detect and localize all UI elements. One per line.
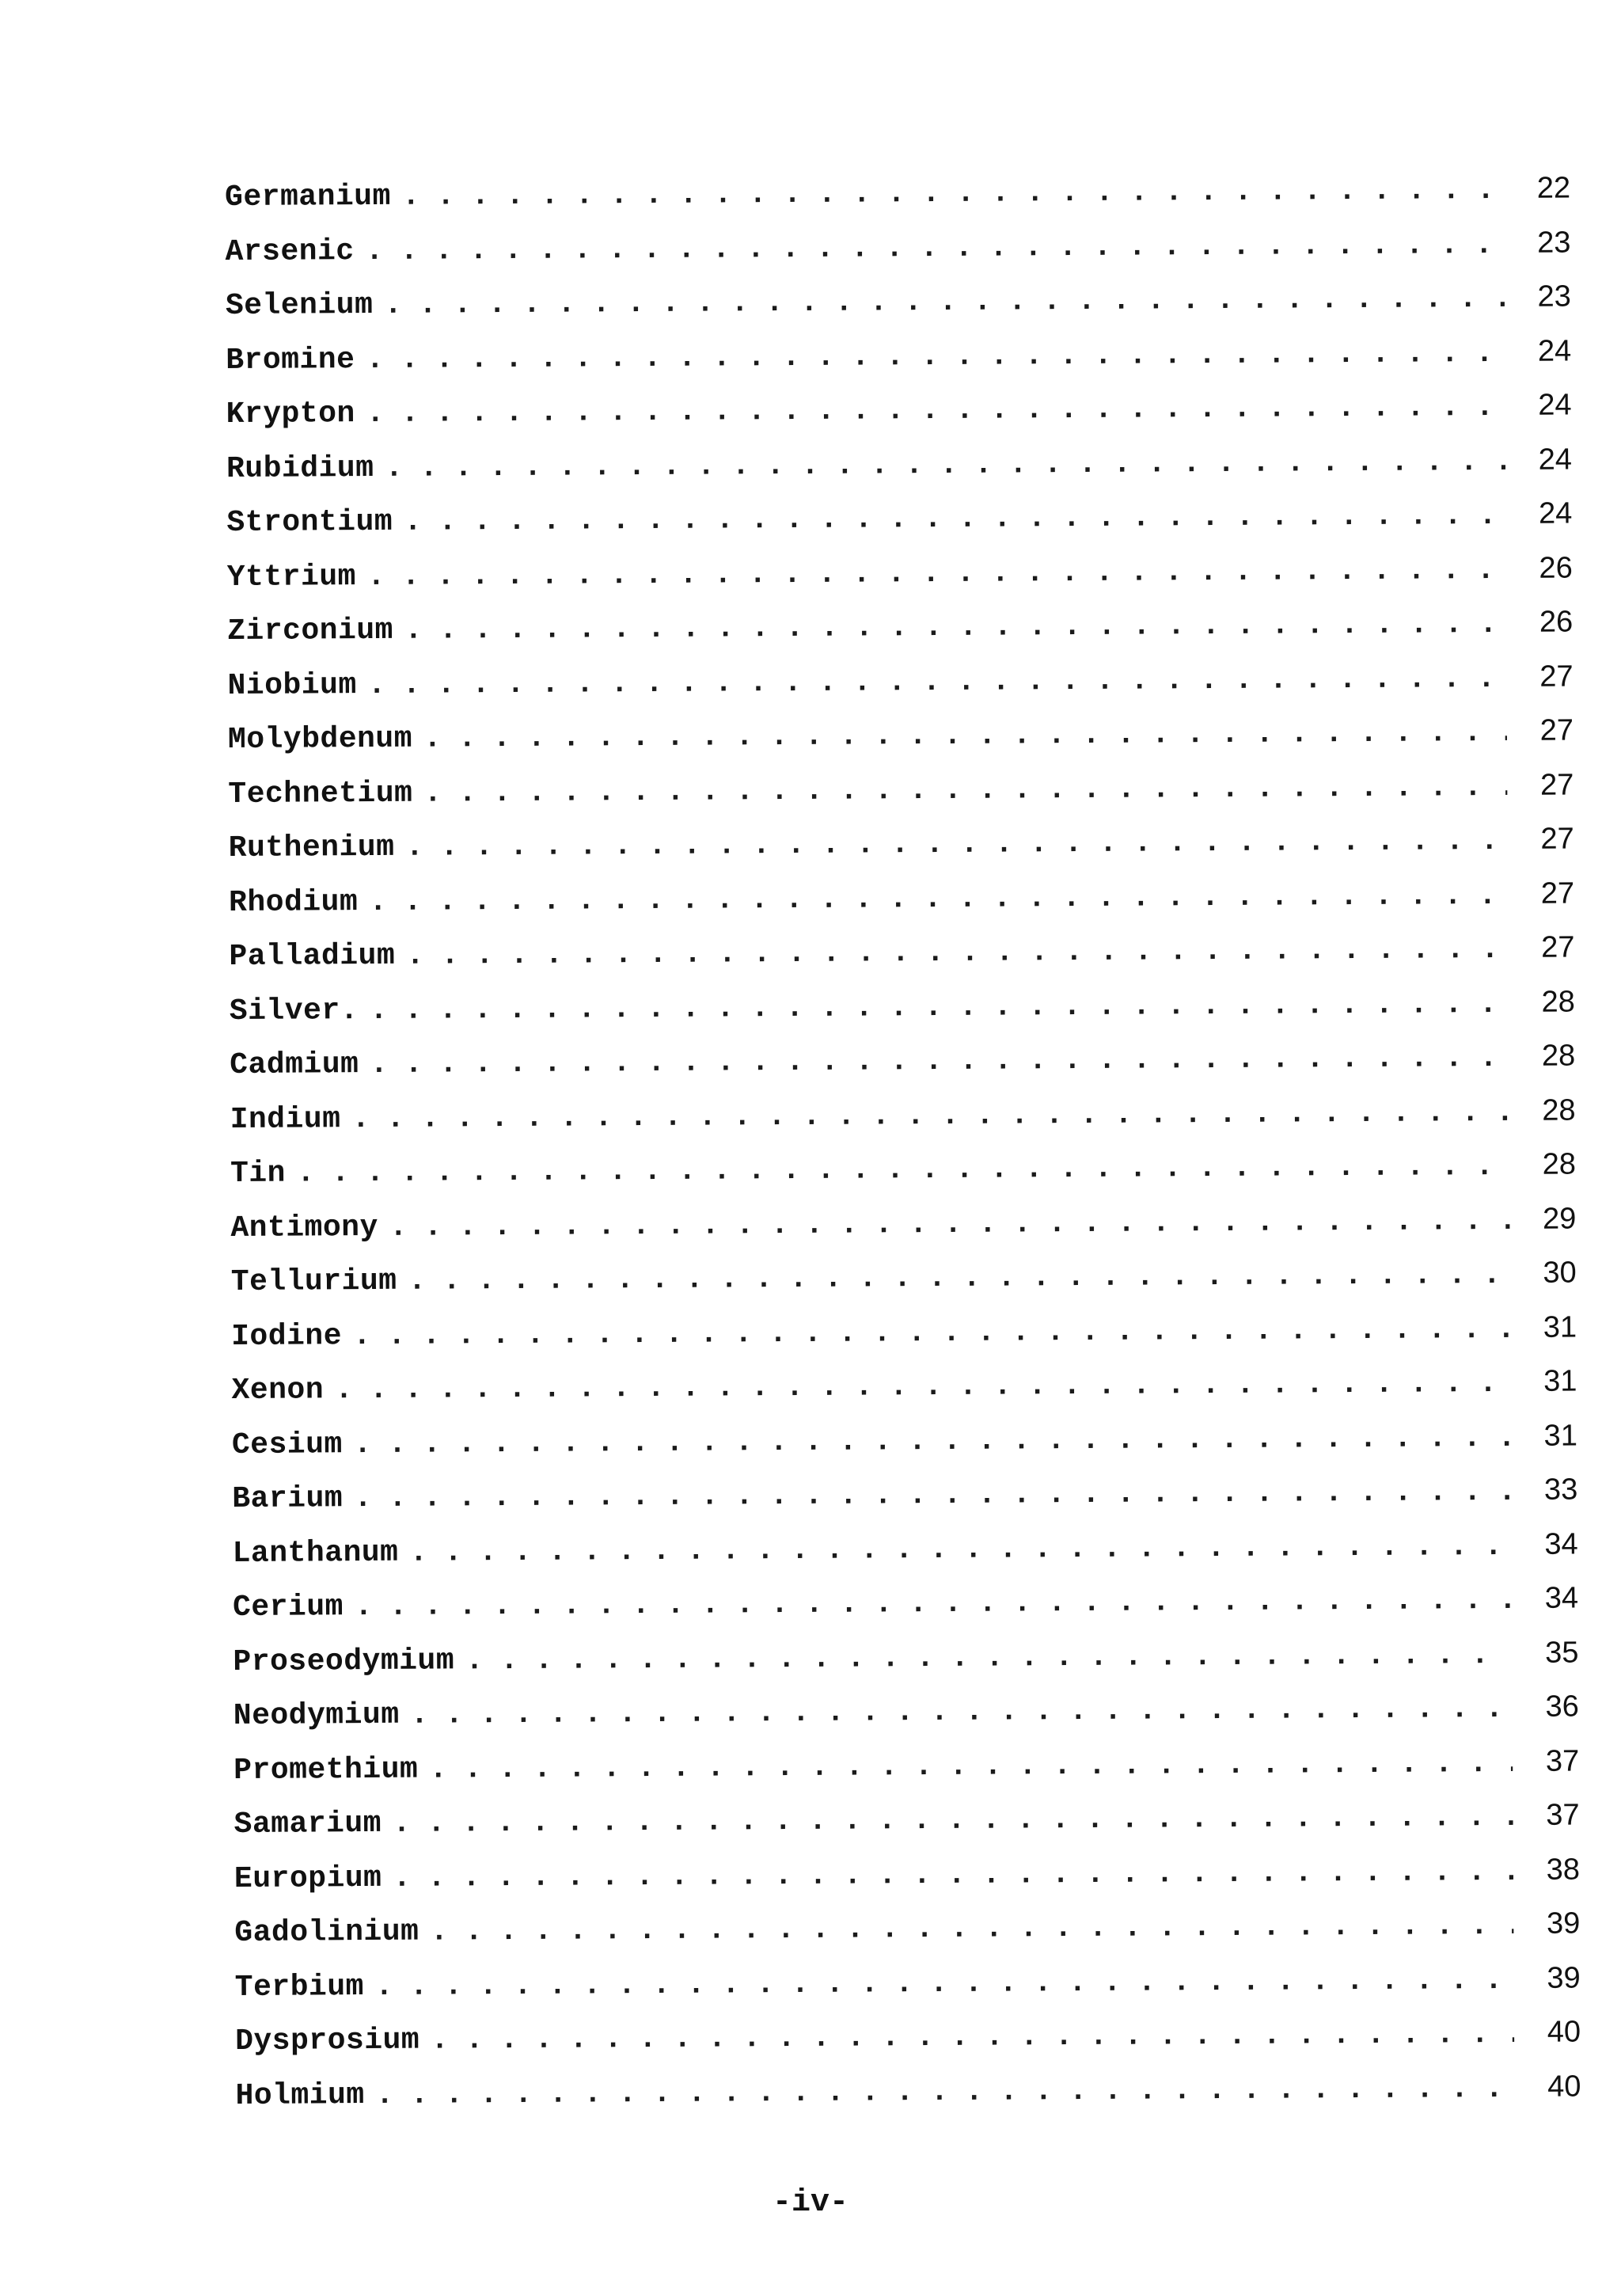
- dot-leader: [370, 1041, 1509, 1081]
- toc-entry-page-number: 34: [1544, 1526, 1578, 1561]
- toc-entry: [227, 551, 1573, 613]
- dot-leader: [431, 2017, 1514, 2058]
- toc-entry-title: Cerium: [232, 1590, 344, 1625]
- dot-leader: [370, 986, 1509, 1027]
- toc-entry-title: Rhodium: [228, 884, 359, 920]
- toc-entry: [234, 1906, 1580, 1968]
- toc-entry: [230, 985, 1575, 1047]
- toc-entry-title: Zirconium: [227, 613, 394, 648]
- toc-entry: [231, 1310, 1577, 1372]
- toc-entry-title: Silver.: [229, 993, 359, 1028]
- toc-entry-title: Ruthenium: [228, 830, 395, 865]
- toc-entry: [226, 496, 1572, 558]
- dot-leader: [423, 716, 1507, 756]
- dot-leader: [429, 1746, 1513, 1786]
- toc-entry: [227, 660, 1573, 721]
- dot-leader: [393, 1854, 1513, 1895]
- toc-entry: [233, 1581, 1578, 1643]
- dot-leader: [405, 824, 1507, 865]
- dot-leader: [430, 1909, 1513, 1949]
- toc-entry-page-number: 40: [1547, 2069, 1581, 2104]
- toc-entry-page-number: 40: [1547, 2015, 1581, 2049]
- dot-leader: [375, 1963, 1514, 2003]
- dot-leader: [423, 770, 1507, 810]
- toc-entry: [226, 389, 1572, 450]
- toc-entry-page-number: 24: [1537, 334, 1572, 368]
- toc-entry-title: Rubidium: [226, 450, 374, 486]
- dot-leader: [354, 1475, 1511, 1515]
- toc-entry-page-number: 28: [1541, 984, 1575, 1019]
- toc-entry-page-number: 23: [1537, 226, 1571, 260]
- dot-leader: [366, 390, 1505, 431]
- dot-leader: [376, 2071, 1515, 2112]
- toc-entry-page-number: 22: [1536, 171, 1571, 205]
- toc-entry: [229, 876, 1574, 938]
- toc-entry: [225, 172, 1570, 234]
- toc-entry-page-number: 28: [1542, 1093, 1576, 1127]
- toc-entry-page-number: 29: [1542, 1201, 1577, 1236]
- toc-entry-page-number: 24: [1538, 443, 1573, 477]
- toc-entry-title: Promethium: [233, 1752, 419, 1788]
- toc-entry: [227, 605, 1573, 667]
- toc-entry-page-number: 28: [1541, 1039, 1576, 1073]
- toc-entry-page-number: 39: [1547, 1960, 1581, 1995]
- toc-entry-title: Dysprosium: [235, 2023, 420, 2058]
- toc-entry-page-number: 36: [1545, 1690, 1579, 1724]
- dot-leader: [393, 1800, 1513, 1841]
- toc-entry-page-number: 26: [1539, 550, 1573, 585]
- toc-entry-title: Cadmium: [230, 1047, 359, 1082]
- toc-entry-title: Palladium: [229, 938, 396, 974]
- dot-leader: [410, 1692, 1512, 1732]
- toc-entry-page-number: 27: [1539, 767, 1574, 802]
- toc-entry-title: Terbium: [234, 1969, 365, 2005]
- toc-entry-title: Gadolinium: [234, 1914, 419, 1950]
- toc-entry: [226, 443, 1572, 504]
- toc-entry-title: Antimony: [230, 1210, 378, 1245]
- toc-entry-page-number: 34: [1544, 1581, 1579, 1615]
- toc-entry: [225, 226, 1570, 287]
- toc-entry: [231, 1364, 1577, 1426]
- dot-leader: [366, 336, 1505, 376]
- toc-entry-title: Samarium: [233, 1806, 382, 1842]
- toc-entry-title: Technetium: [228, 776, 413, 812]
- toc-entry-page-number: 24: [1538, 496, 1573, 530]
- toc-entry-title: Lanthanum: [232, 1535, 399, 1571]
- toc-entry-title: Selenium: [225, 287, 374, 323]
- toc-entry: [230, 1147, 1576, 1209]
- dot-leader: [369, 878, 1508, 918]
- dot-leader: [335, 1367, 1511, 1407]
- toc-entry-page-number: 23: [1537, 279, 1571, 314]
- dot-leader: [402, 173, 1504, 214]
- toc-entry-title: Molybdenum: [227, 721, 413, 757]
- dot-leader: [385, 444, 1505, 485]
- dot-leader: [366, 227, 1505, 268]
- toc-entry: [231, 1256, 1577, 1317]
- toc-entry: [228, 713, 1574, 775]
- dot-leader: [297, 1150, 1509, 1191]
- toc-entry-title: Holmium: [235, 2077, 365, 2113]
- toc-entry-page-number: 30: [1543, 1256, 1577, 1290]
- toc-entry: [235, 2070, 1581, 2131]
- dot-leader: [384, 282, 1505, 322]
- toc-entry: [228, 768, 1574, 830]
- toc-entry: [232, 1419, 1577, 1481]
- toc-entry: [233, 1798, 1579, 1860]
- toc-entry-page-number: 38: [1546, 1852, 1581, 1887]
- toc-entry-title: Neodymium: [233, 1697, 400, 1733]
- toc-entry-title: Tellurium: [230, 1264, 397, 1299]
- dot-leader: [408, 1258, 1509, 1298]
- dot-leader: [409, 1529, 1511, 1569]
- dot-leader: [389, 1203, 1510, 1244]
- toc-entry-page-number: 37: [1545, 1743, 1580, 1778]
- toc-entry-page-number: 27: [1539, 713, 1574, 747]
- toc-entry-title: Tin: [230, 1156, 287, 1191]
- dot-leader: [404, 607, 1506, 648]
- toc-entry-title: Strontium: [226, 504, 393, 540]
- toc-entry: [229, 930, 1574, 992]
- toc-entry-page-number: 27: [1539, 659, 1574, 694]
- dot-leader: [355, 1583, 1512, 1624]
- dot-leader: [406, 933, 1508, 973]
- toc-entry: [230, 1093, 1576, 1155]
- toc-entry-page-number: 28: [1542, 1147, 1577, 1181]
- toc-entry-title: Bromine: [226, 342, 355, 378]
- toc-entry: [229, 822, 1574, 884]
- dot-leader: [351, 1095, 1509, 1135]
- toc-entry-page-number: 26: [1539, 605, 1574, 639]
- toc-entry: [233, 1527, 1578, 1589]
- toc-entry-title: Yttrium: [226, 559, 357, 595]
- toc-entry: [233, 1690, 1579, 1751]
- dot-leader: [368, 661, 1507, 701]
- toc-entry-page-number: 35: [1545, 1635, 1579, 1670]
- toc-entry: [233, 1744, 1579, 1806]
- toc-entry-title: Xenon: [231, 1373, 325, 1408]
- dot-leader: [465, 1637, 1513, 1677]
- dot-leader: [367, 553, 1506, 593]
- toc-entry-title: Proseodymium: [233, 1643, 455, 1679]
- toc-entry: [235, 2015, 1581, 2077]
- toc-entry: [234, 1853, 1580, 1914]
- toc-entry-title: Europium: [233, 1861, 382, 1896]
- toc-entry-page-number: 31: [1543, 1310, 1577, 1344]
- toc-entry-page-number: 27: [1541, 930, 1575, 964]
- toc-entry-page-number: 33: [1543, 1473, 1578, 1507]
- toc-entry: [233, 1636, 1578, 1697]
- toc-entry-title: Indium: [230, 1101, 341, 1137]
- toc-entry-page-number: 31: [1543, 1418, 1578, 1453]
- toc-entry-title: Barium: [232, 1481, 344, 1516]
- toc-entry-page-number: 27: [1540, 876, 1575, 910]
- dot-leader: [404, 499, 1505, 539]
- table-of-contents: [225, 172, 1581, 2131]
- toc-entry: [230, 1039, 1575, 1100]
- toc-entry: [226, 280, 1571, 342]
- toc-entry-title: Niobium: [227, 667, 357, 703]
- toc-entry-title: Cesium: [231, 1427, 343, 1462]
- toc-entry-page-number: 24: [1538, 388, 1572, 422]
- toc-entry-page-number: 39: [1546, 1906, 1581, 1941]
- toc-entry: [232, 1473, 1577, 1534]
- page-number-folio: -iv-: [772, 2185, 848, 2221]
- toc-entry-title: Arsenic: [225, 234, 355, 269]
- toc-entry: [226, 334, 1571, 396]
- toc-entry-title: Iodine: [231, 1318, 343, 1354]
- toc-entry-title: Krypton: [226, 397, 355, 431]
- toc-entry-page-number: 27: [1540, 822, 1574, 856]
- toc-entry-page-number: 31: [1543, 1364, 1577, 1398]
- toc-entry-title: Germanium: [225, 179, 391, 215]
- toc-entry: [230, 1202, 1576, 1264]
- dot-leader: [353, 1312, 1510, 1352]
- toc-entry-page-number: 37: [1546, 1798, 1580, 1832]
- toc-entry: [235, 1961, 1581, 2023]
- dot-leader: [354, 1420, 1511, 1461]
